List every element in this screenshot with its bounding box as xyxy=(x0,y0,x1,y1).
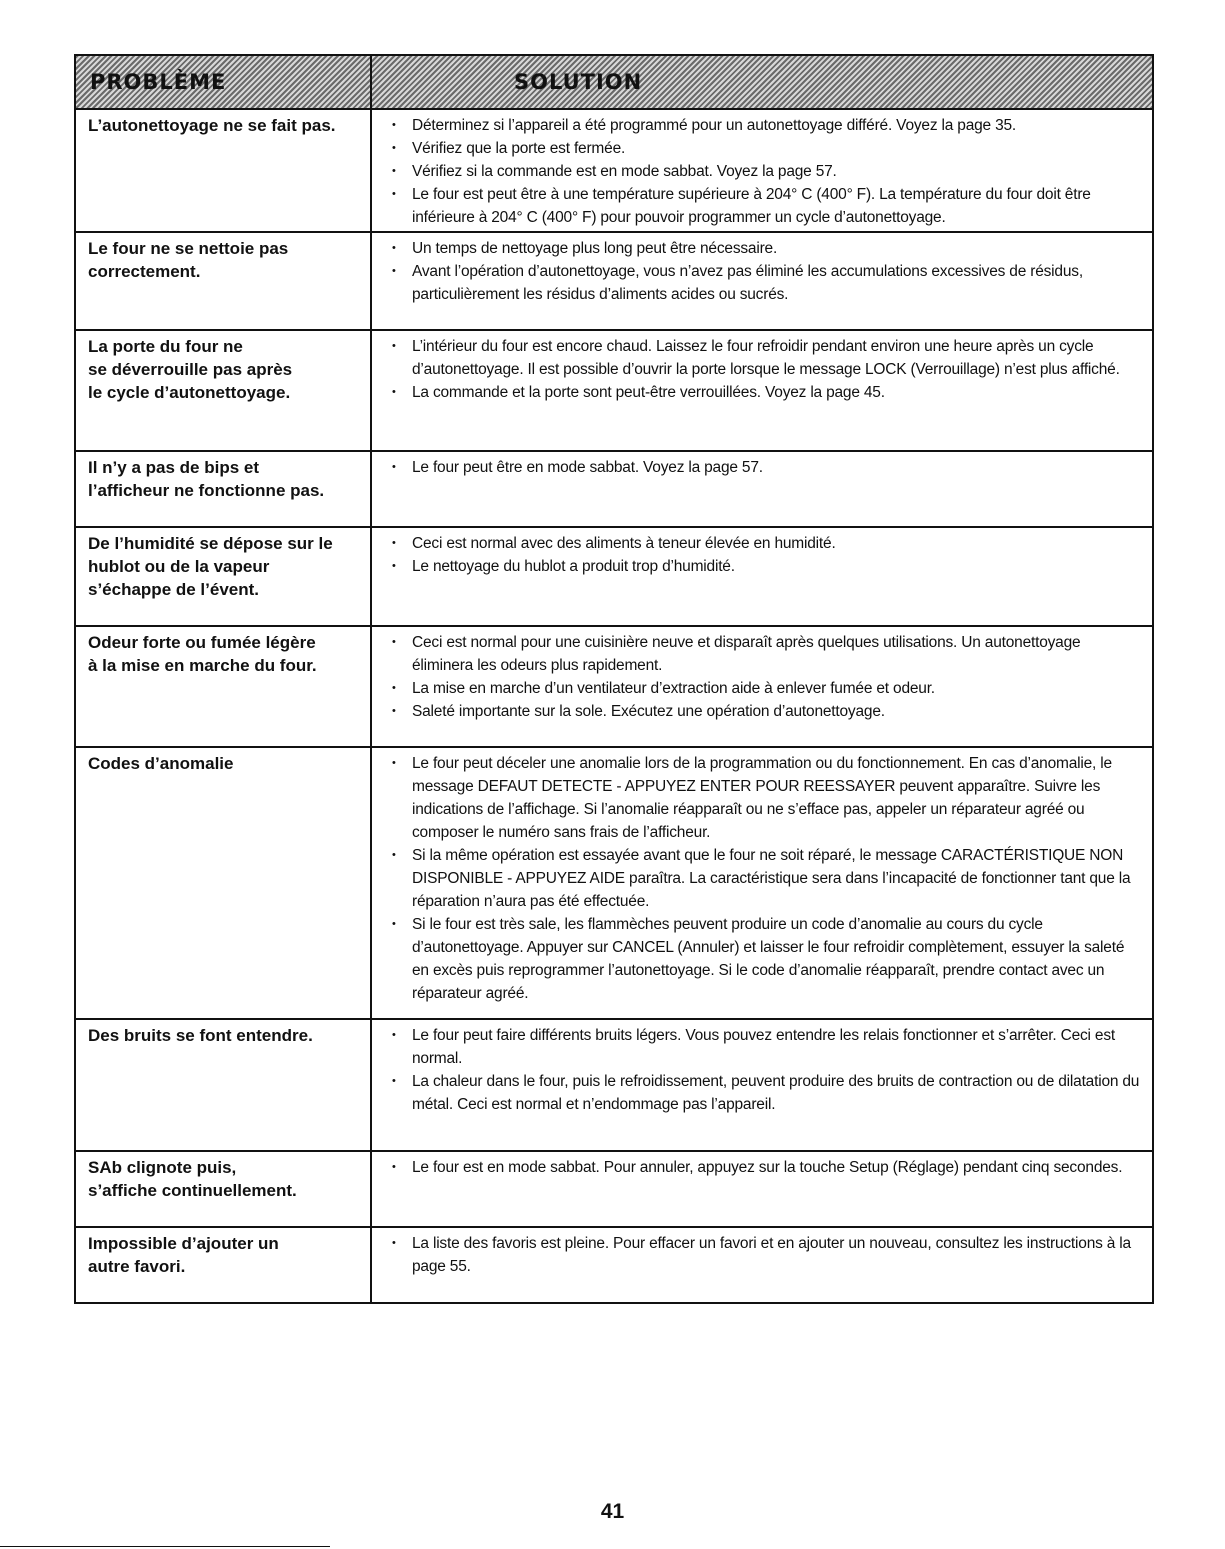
table-row xyxy=(76,1152,1152,1228)
solution-item: • La commande et la porte sont peut-être verrouillées. Voyez la page 45. xyxy=(392,381,1142,404)
problem-line: Odeur forte ou fumée légère xyxy=(88,633,316,652)
solution-item: • Si la même opération est essayée avant que le four ne soit réparé, le message CARACTÉRISTIQUE NON DISPONIBLE - APPUYEZ AIDE paraîtra. La caractéristique sera dans l’incapacité de fonctionner tant que la réparation n’aura pas été effectuée. xyxy=(392,844,1142,913)
problem-cell xyxy=(76,627,372,746)
problem-header-cell xyxy=(76,56,372,108)
solution-item: • Le four peut déceler une anomalie lors de la programmation ou du fonctionnement. En cas d’anomalie, le message DEFAUT DETECTE - APPUYEZ ENTER POUR REESSAYER peuvent apparaître. Suivre les indications de l’affichage. Si l’anomalie réapparaît ou ne s’efface pas, appeler un réparateur agréé ou composer le numéro sans frais de l’afficheur. xyxy=(392,752,1142,844)
problem-line: Des bruits se font entendre. xyxy=(88,1026,313,1045)
solution-cell xyxy=(372,331,1152,450)
solution-item: • Ceci est normal avec des aliments à teneur élevée en humidité. xyxy=(392,532,1142,555)
solution-item: • Le four est peut être à une température supérieure à 204° C (400° F). La température du four doit être inférieure à 204° C (400° F) pour pouvoir programmer un cycle d’autonettoyage. xyxy=(392,183,1142,229)
solution-item: • Un temps de nettoyage plus long peut être nécessaire. xyxy=(392,237,1142,260)
problem-cell xyxy=(76,331,372,450)
solution-cell xyxy=(372,233,1152,329)
solution-item: • Si le four est très sale, les flammèches peuvent produire un code d’anomalie au cours du cycle d’autonettoyage. Appuyer sur CANCEL (Annuler) et laisser le four refroidir complètement, essuyer la saleté en excès puis reprogrammer l’autonettoyage. Si le code d’anomalie réapparaît, prendre contact avec un réparateur agréé. xyxy=(392,913,1142,1005)
table-row xyxy=(76,627,1152,748)
table-row xyxy=(76,110,1152,233)
table-row xyxy=(76,528,1152,627)
problem-line: s’échappe de l’évent. xyxy=(88,580,260,599)
problem-line: L’autonettoyage ne se fait pas. xyxy=(88,116,336,135)
solution-item: • Le four peut faire différents bruits légers. Vous pouvez entendre les relais fonctionner et s’arrêter. Ceci est normal. xyxy=(392,1024,1142,1070)
table-row xyxy=(76,331,1152,452)
problem-line: Il n’y a pas de bips et xyxy=(88,458,259,477)
problem-cell xyxy=(76,1228,372,1302)
solution-cell xyxy=(372,1020,1152,1150)
problem-line: Le four ne se nettoie pas xyxy=(88,239,289,258)
solution-cell xyxy=(372,1152,1152,1226)
problem-cell xyxy=(76,233,372,329)
page-number: 41 xyxy=(600,1500,625,1523)
solution-cell xyxy=(372,1228,1152,1302)
footer-divider xyxy=(0,1546,330,1547)
problem-line: De l’humidité se dépose sur le xyxy=(88,534,333,553)
table-header xyxy=(76,56,1152,110)
problem-line: autre favori. xyxy=(88,1257,186,1276)
table-row xyxy=(76,748,1152,1020)
problem-line: se déverrouille pas après xyxy=(88,360,293,379)
troubleshooting-table xyxy=(74,54,1154,1304)
problem-cell xyxy=(76,452,372,526)
problem-line: correctement. xyxy=(88,262,201,281)
table-row xyxy=(76,452,1152,528)
solution-item: • Le four est en mode sabbat. Pour annuler, appuyez sur la touche Setup (Réglage) pendant cinq secondes. xyxy=(392,1156,1142,1179)
solution-item: • La mise en marche d’un ventilateur d’extraction aide à enlever fumée et odeur. xyxy=(392,677,1142,700)
problem-cell xyxy=(76,1020,372,1150)
solution-item: • Saleté importante sur la sole. Exécutez une opération d’autonettoyage. xyxy=(392,700,1142,723)
problem-line: SAb clignote puis, xyxy=(88,1158,237,1177)
problem-header: PROBLÈME xyxy=(90,70,227,94)
table-row xyxy=(76,1228,1152,1302)
problem-line: le cycle d’autonettoyage. xyxy=(88,383,291,402)
solution-item: • Le nettoyage du hublot a produit trop d’humidité. xyxy=(392,555,1142,578)
solution-item: • Vérifiez si la commande est en mode sabbat. Voyez la page 57. xyxy=(392,160,1142,183)
problem-line: à la mise en marche du four. xyxy=(88,656,317,675)
solution-item: • La chaleur dans le four, puis le refroidissement, peuvent produire des bruits de contraction ou de dilatation du métal. Ceci est normal et n’endommage pas l’appareil. xyxy=(392,1070,1142,1116)
solution-item: • La liste des favoris est pleine. Pour effacer un favori et en ajouter un nouveau, consultez les instructions à la page 55. xyxy=(392,1232,1142,1278)
table-row xyxy=(76,1020,1152,1152)
problem-line: Impossible d’ajouter un xyxy=(88,1234,279,1253)
solution-cell xyxy=(372,452,1152,526)
problem-cell xyxy=(76,528,372,625)
problem-line: La porte du four ne xyxy=(88,337,243,356)
solution-item: • Vérifiez que la porte est fermée. xyxy=(392,137,1142,160)
solution-item: • Déterminez si l’appareil a été programmé pour un autonettoyage différé. Voyez la page 35. xyxy=(392,114,1142,137)
solution-header-cell xyxy=(372,56,1152,108)
solution-item: • Le four peut être en mode sabbat. Voyez la page 57. xyxy=(392,456,1142,479)
solution-cell xyxy=(372,627,1152,746)
problem-cell xyxy=(76,748,372,1018)
solution-item: • Avant l’opération d’autonettoyage, vous n’avez pas éliminé les accumulations excessives de résidus, particulièrement les résidus d’aliments acides ou sucrés. xyxy=(392,260,1142,306)
table-row xyxy=(76,233,1152,331)
problem-line: hublot ou de la vapeur xyxy=(88,557,270,576)
solution-header: SOLUTION xyxy=(514,70,643,94)
solution-item: • L’intérieur du four est encore chaud. Laissez le four refroidir pendant environ une heure après un cycle d’autonettoyage. Il est possible d’ouvrir la porte lorsque le message LOCK (Verrouillage) n’est plus affiché. xyxy=(392,335,1142,381)
problem-cell xyxy=(76,110,372,231)
solution-cell xyxy=(372,528,1152,625)
problem-line: Codes d’anomalie xyxy=(88,754,234,773)
solution-cell xyxy=(372,748,1152,1018)
solution-cell xyxy=(372,110,1152,231)
problem-cell xyxy=(76,1152,372,1226)
solution-item: • Ceci est normal pour une cuisinière neuve et disparaît après quelques utilisations. Un autonettoyage éliminera les odeurs plus rapidement. xyxy=(392,631,1142,677)
problem-line: s’affiche continuellement. xyxy=(88,1181,297,1200)
problem-line: l’afficheur ne fonctionne pas. xyxy=(88,481,325,500)
